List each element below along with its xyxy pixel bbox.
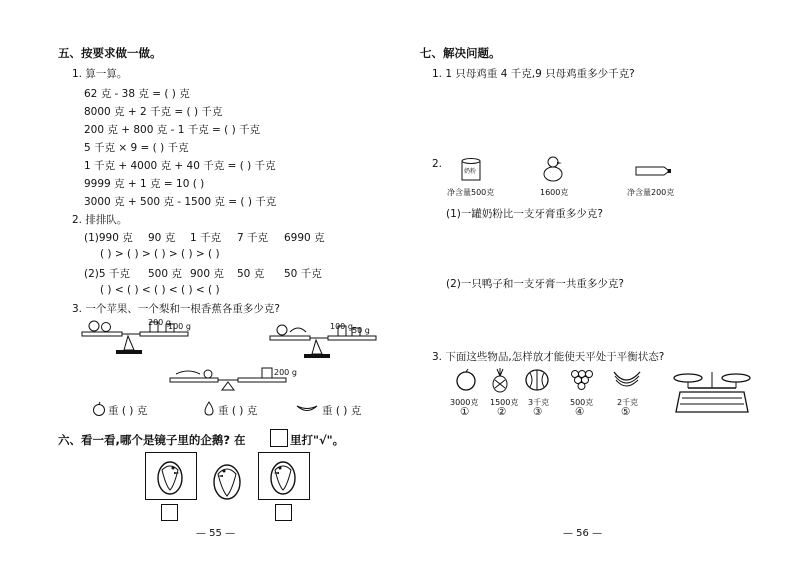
toothpaste-net-weight: 净含量200克 (627, 188, 675, 197)
problem-2-q1: (1)一罐奶粉比一支牙膏重多少克? (446, 208, 603, 220)
order2-e: 50 千克 (284, 268, 322, 280)
calc-line-5: 1 千克 + 4000 克 + 40 千克 = ( ) 千克 (84, 160, 276, 172)
item-5-weight: 2千克 (617, 398, 639, 407)
milk-net-weight: 净含量500克 (447, 188, 495, 197)
calc-line-2: 8000 克 + 2 千克 = ( ) 千克 (84, 106, 223, 118)
answer-checkbox-1[interactable] (161, 504, 178, 521)
item-4-number: ④ (575, 406, 585, 418)
pear-icon (202, 400, 216, 416)
order2-blanks: ( ) < ( ) < ( ) < ( ) < ( ) (100, 284, 220, 296)
weight-label-100g-b: 100 g (330, 322, 353, 331)
apple-answer: 重 ( ) 克 (108, 405, 148, 417)
penguin-icon (265, 456, 301, 496)
order2-d: 50 克 (237, 268, 265, 280)
section5-title: 五、按要求做一做。 (58, 46, 162, 60)
answer-checkbox-2[interactable] (275, 504, 292, 521)
section6-title-a: 六、看一看,哪个是镜子里的企鹅? 在 (58, 433, 246, 447)
pan-balance-icon (672, 368, 752, 416)
calc-line-6: 9999 克 + 1 克 = 10 ( ) (84, 178, 205, 190)
toothpaste-icon (634, 165, 672, 177)
calc-line-4: 5 千克 × 9 = ( ) 千克 (84, 142, 189, 154)
item-1-number: ① (460, 406, 470, 418)
order1-e: 6990 克 (284, 232, 325, 244)
order1-a: (1)990 克 (84, 232, 133, 244)
order1-blanks: ( ) > ( ) > ( ) > ( ) > ( ) (100, 248, 220, 260)
duck-icon (540, 155, 566, 183)
item-4-weight: 500克 (570, 398, 594, 407)
q2-title: 2. 排排队。 (72, 214, 128, 226)
item-2-weight: 1500克 (490, 398, 519, 407)
banana-icon (296, 403, 318, 415)
problem-3: 3. 下面这些物品,怎样放才能使天平处于平衡状态? (432, 351, 665, 363)
q3-title: 3. 一个苹果、一个梨和一根香蕉各重多少克? (72, 303, 280, 315)
pear-answer: 重 ( ) 克 (218, 405, 258, 417)
page-number-left: — 55 — (196, 528, 236, 539)
page-number-right: — 56 — (563, 528, 603, 539)
weight-label-200g-b: 200 g (274, 368, 297, 377)
order2-a: (2)5 千克 (84, 268, 130, 280)
banana-answer: 重 ( ) 克 (322, 405, 362, 417)
penguin-icon (208, 458, 246, 502)
apple-icon (92, 402, 106, 416)
pineapple-icon (490, 367, 510, 393)
problem-2-label: 2. (432, 158, 443, 170)
order1-d: 7 千克 (237, 232, 269, 244)
item-2-number: ② (497, 406, 507, 418)
weight-label-100g: 100 g (168, 322, 191, 331)
grapes-icon (566, 366, 596, 392)
order2-c: 900 克 (190, 268, 224, 280)
checkbox-example (270, 429, 288, 447)
milk-can-label: 奶粉 (464, 168, 477, 175)
item-3-number: ③ (533, 406, 543, 418)
section6-title-b: 里打"√"。 (290, 433, 345, 447)
order2-b: 500 克 (148, 268, 182, 280)
penguin-icon (152, 456, 188, 496)
item-1-weight: 3000克 (450, 398, 479, 407)
bananas-icon (612, 368, 642, 390)
calc-line-3: 200 克 + 800 克 - 1 千克 = ( ) 千克 (84, 124, 261, 136)
problem-2-q2: (2)一只鸭子和一支牙膏一共重多少克? (446, 278, 624, 290)
calc-line-1: 62 克 - 38 克 = ( ) 克 (84, 88, 190, 100)
item-3-weight: 3千克 (528, 398, 550, 407)
calc-line-7: 3000 克 + 500 克 - 1500 克 = ( ) 千克 (84, 196, 277, 208)
weight-label-50g: 50 g (352, 326, 370, 335)
section7-title: 七、解决问题。 (420, 46, 501, 60)
item-5-number: ⑤ (621, 406, 631, 418)
watermelon-icon (524, 368, 550, 392)
duck-weight: 1600克 (540, 188, 569, 197)
order1-c: 1 千克 (190, 232, 222, 244)
orange-icon (454, 368, 478, 392)
problem-1: 1. 1 只母鸡重 4 千克,9 只母鸡重多少千克? (432, 68, 635, 80)
q1-title: 1. 算一算。 (72, 68, 128, 80)
order1-b: 90 克 (148, 232, 176, 244)
weight-label-200g: 200 g (148, 318, 171, 327)
